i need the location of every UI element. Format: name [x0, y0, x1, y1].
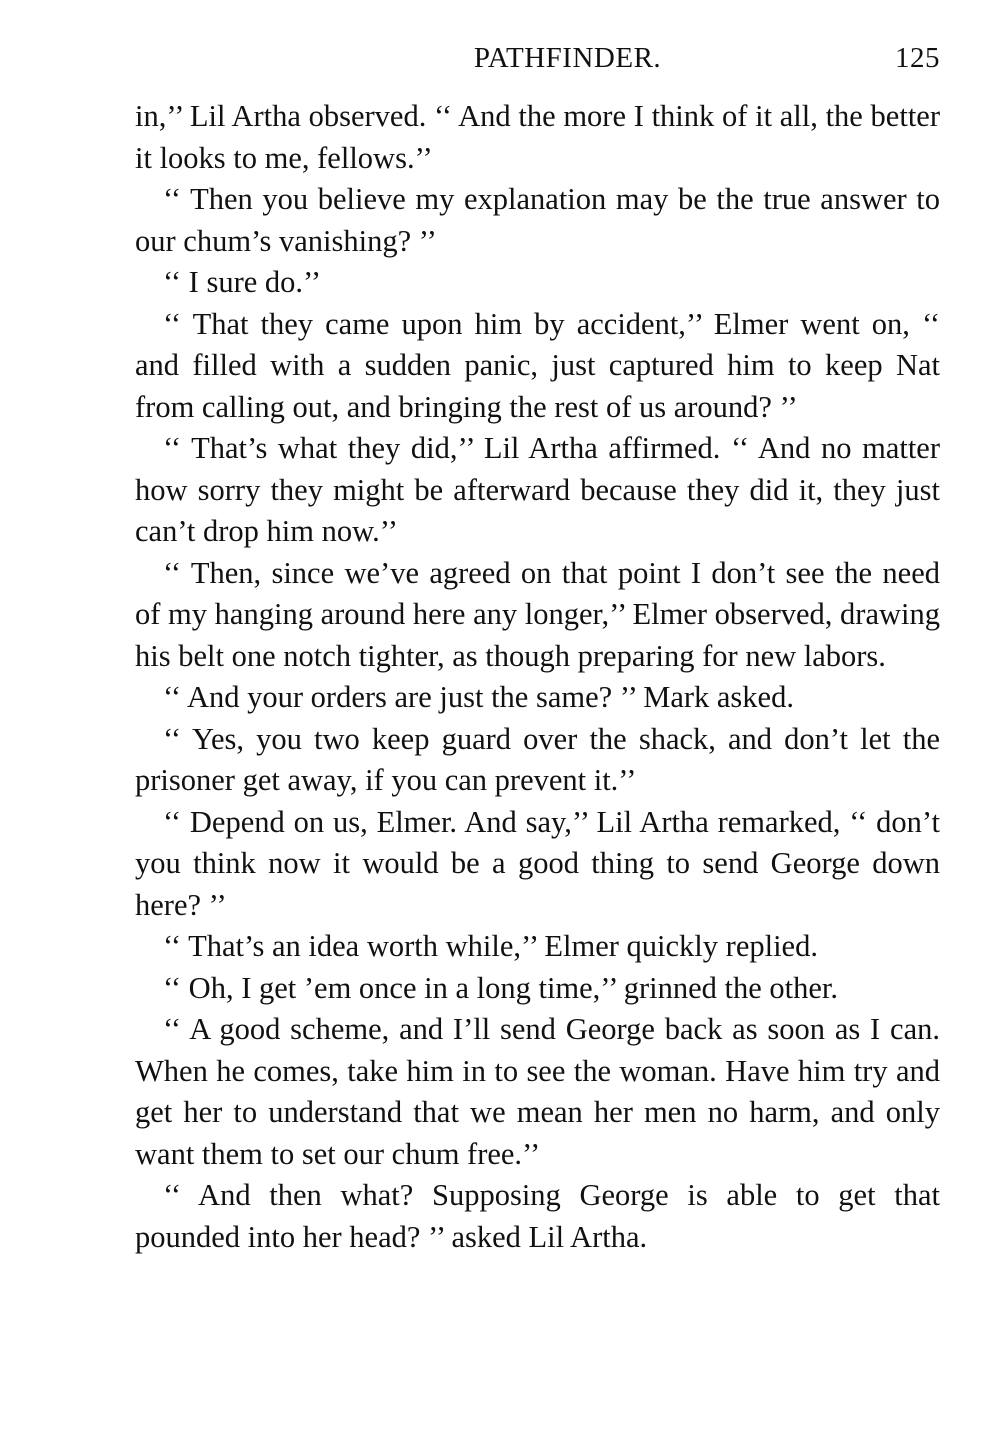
- book-page: [135, 40, 940, 1258]
- paragraph: ‘‘ Then, since we’ve agreed on that point I don’t see the need of my hanging around here any longer,’’ Elmer observed, drawing his belt one notch tighter, as though preparing for new labors.: [135, 555, 940, 673]
- paragraph: ‘‘ That they came upon him by accident,’’ Elmer went on, ‘‘ and filled with a sudden panic, just captured him to keep Nat from calling out, and bringing the rest of us around? ’’: [135, 306, 940, 424]
- paragraph: ‘‘ A good scheme, and I’ll send George back as soon as I can. When he comes, take him in to see the woman. Have him try and get her to understand that we mean her men no harm, and only want them to set our chum free.’’: [135, 1012, 940, 1171]
- paragraph: ‘‘ Yes, you two keep guard over the shack, and don’t let the prisoner get away, if you can prevent it.’’: [135, 721, 940, 797]
- page-number: 125: [895, 42, 940, 74]
- running-head: [135, 40, 940, 84]
- paragraph: ‘‘ That’s an idea worth while,’’ Elmer quickly replied.: [163, 929, 818, 963]
- body-text: [135, 96, 940, 1258]
- paragraph: ‘‘ I sure do.’’: [163, 265, 322, 299]
- running-title: PATHFINDER.: [473, 42, 662, 74]
- paragraph: ‘‘ Then you believe my explanation may be the true answer to our chum’s vanishing? ’’: [135, 182, 940, 258]
- paragraph: ‘‘ And then what? Supposing George is able to get that pounded into her head? ’’ asked Lil Artha.: [135, 1178, 940, 1254]
- paragraph: ‘‘ That’s what they did,’’ Lil Artha affirmed. ‘‘ And no matter how sorry they might be afterward because they did it, they just can’t drop him now.’’: [135, 431, 940, 548]
- paragraph: in,’’ Lil Artha observed. ‘‘ And the more I think of it all, the better it looks to me, fellows.’’: [135, 99, 940, 175]
- paragraph: ‘‘ And your orders are just the same? ’’ Mark asked.: [163, 680, 794, 714]
- paragraph: ‘‘ Depend on us, Elmer. And say,’’ Lil Artha remarked, ‘‘ don’t you think now it would be a good thing to send George down here? ’’: [135, 804, 940, 922]
- paragraph: ‘‘ Oh, I get ’em once in a long time,’’ grinned the other.: [163, 970, 839, 1005]
